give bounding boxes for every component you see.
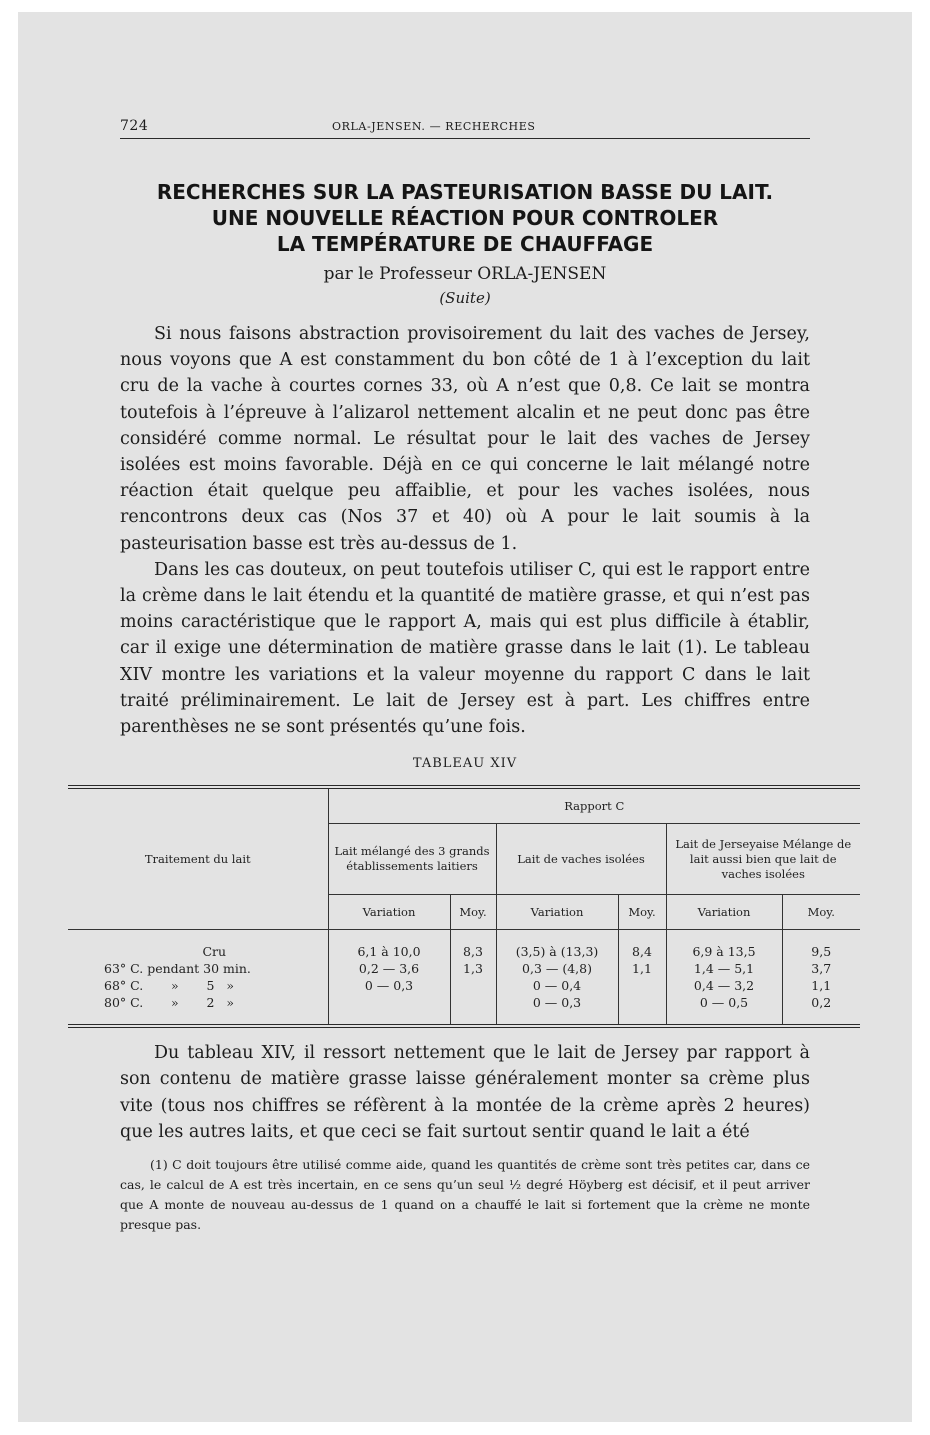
- cell: 9,5: [782, 930, 860, 961]
- cell: 1,4 — 5,1: [666, 960, 782, 977]
- title-line: RECHERCHES SUR LA PASTEURISATION BASSE DU LAIT.: [156, 180, 774, 204]
- page-number: 724: [120, 118, 149, 134]
- paragraph: Dans les cas douteux, on peut toutefois utiliser C, qui est le rapport entre la crème dans le lait étendu et la quantité de matière grasse, et qui n’est pas moins caractéristique que le rapport A, mais qui est plus difficile à établir, car il exige une détermination de matière grasse dans le lait (1). Le tableau XIV montre les variations et la valeur moyenne du rapport C dans le lait traité préliminairement. Le lait de Jersey est à part. Les chiffres entre parenthèses ne se sont présentés qu’une fois.: [120, 559, 810, 738]
- article-body: [120, 321, 810, 740]
- cell: 6,1 à 10,0: [328, 930, 450, 961]
- table-row: [68, 930, 860, 961]
- cell: 1,1: [618, 960, 666, 977]
- column-header: Moy.: [450, 895, 496, 930]
- column-header: Moy.: [782, 895, 860, 930]
- column-header: Variation: [666, 895, 782, 930]
- subgroup-header: Lait mélangé des 3 grands établissements laitiers: [328, 824, 496, 895]
- cell: [450, 977, 496, 994]
- group-header: Rapport C: [328, 787, 860, 824]
- cell: 8,4: [618, 930, 666, 961]
- cell: (3,5) à (13,3): [496, 930, 618, 961]
- row-header: Traitement du lait: [68, 787, 328, 930]
- footnote-text: (1) C doit toujours être utilisé comme aide, quand les quantités de crème sont très petites car, dans ce cas, le calcul de A est très incertain, en ce sens qu’un seul ½ degré Höyberg est décisif, et il peut arriver que A monte de nouveau au-dessus de 1 quand on a chauffé le lait si fortement que la crème ne monte presque pas.: [120, 1157, 810, 1233]
- row-label: 63° C. pendant 30 min.: [104, 961, 251, 977]
- cell: [450, 994, 496, 1026]
- data-table: [68, 785, 860, 1028]
- table-row: [68, 977, 860, 994]
- title-line: UNE NOUVELLE RÉACTION POUR CONTROLER: [211, 206, 719, 230]
- cell: 6,9 à 13,5: [666, 930, 782, 961]
- table-row: [68, 994, 860, 1026]
- cell: 0 — 0,5: [666, 994, 782, 1026]
- cell: 0,3 — (4,8): [496, 960, 618, 977]
- continuation-note: (Suite): [439, 289, 491, 307]
- cell: 0,4 — 3,2: [666, 977, 782, 994]
- cell: 8,3: [450, 930, 496, 961]
- table-row: [68, 960, 860, 977]
- column-header: Variation: [328, 895, 450, 930]
- running-title: ORLA-JENSEN. — RECHERCHES: [332, 120, 536, 133]
- paragraph: Si nous faisons abstraction provisoirement du lait des vaches de Jersey, nous voyons que A est constamment du bon côté de 1 à l’exception du lait cru de la vache à courtes cornes 33, où A n’est que 0,8. Ce lait se montra toutefois à l’épreuve à l’alizarol nettement alcalin et ne peut donc pas être considéré comme normal. Le résultat pour le lait des vaches de Jersey isolées est moins favorable. Déjà en ce qui concerne le lait mélangé notre réaction était quelque peu affaiblie, et pour les vaches isolées, nous rencontrons deux cas (Nos 37 et 40) où A pour le lait soumis à la pasteurisation basse est très au-dessus de 1.: [120, 324, 810, 554]
- row-label: Cru: [202, 944, 227, 960]
- table-wrapper: [68, 785, 860, 1028]
- journal-page: [104, 118, 852, 1235]
- cell: 1,3: [450, 960, 496, 977]
- title-line: LA TEMPÉRATURE DE CHAUFFAGE: [276, 232, 654, 256]
- cell: 3,7: [782, 960, 860, 977]
- cell: [328, 994, 450, 1026]
- cell: [618, 994, 666, 1026]
- row-label: 68° C. » 5 »: [104, 978, 235, 994]
- cell: 0 — 0,4: [496, 977, 618, 994]
- footnote: [120, 1155, 810, 1235]
- column-header: Moy.: [618, 895, 666, 930]
- author-line: par le Professeur ORLA-JENSEN: [323, 264, 607, 284]
- article-title: [120, 179, 810, 257]
- subgroup-header: Lait de vaches isolées: [496, 824, 666, 895]
- subgroup-header: Lait de Jerseyaise Mélange de lait aussi bien que lait de vaches isolées: [666, 824, 860, 895]
- running-header: [120, 118, 810, 139]
- cell: 0 — 0,3: [328, 977, 450, 994]
- column-header: Variation: [496, 895, 618, 930]
- table-caption: TABLEAU XIV: [412, 756, 518, 772]
- cell: [618, 977, 666, 994]
- row-label: 80° C. » 2 »: [104, 995, 235, 1011]
- cell: 0,2 — 3,6: [328, 960, 450, 977]
- cell: 0,2: [782, 994, 860, 1026]
- cell: 1,1: [782, 977, 860, 994]
- article-body-continued: [120, 1040, 810, 1145]
- cell: 0 — 0,3: [496, 994, 618, 1026]
- paragraph: Du tableau XIV, il ressort nettement que le lait de Jersey par rapport à son contenu de matière grasse laisse généralement monter sa crème plus vite (tous nos chiffres se réfèrent à la montée de la crème après 2 heures) que les autres laits, et que ceci se fait surtout sentir quand le lait a été: [120, 1043, 810, 1142]
